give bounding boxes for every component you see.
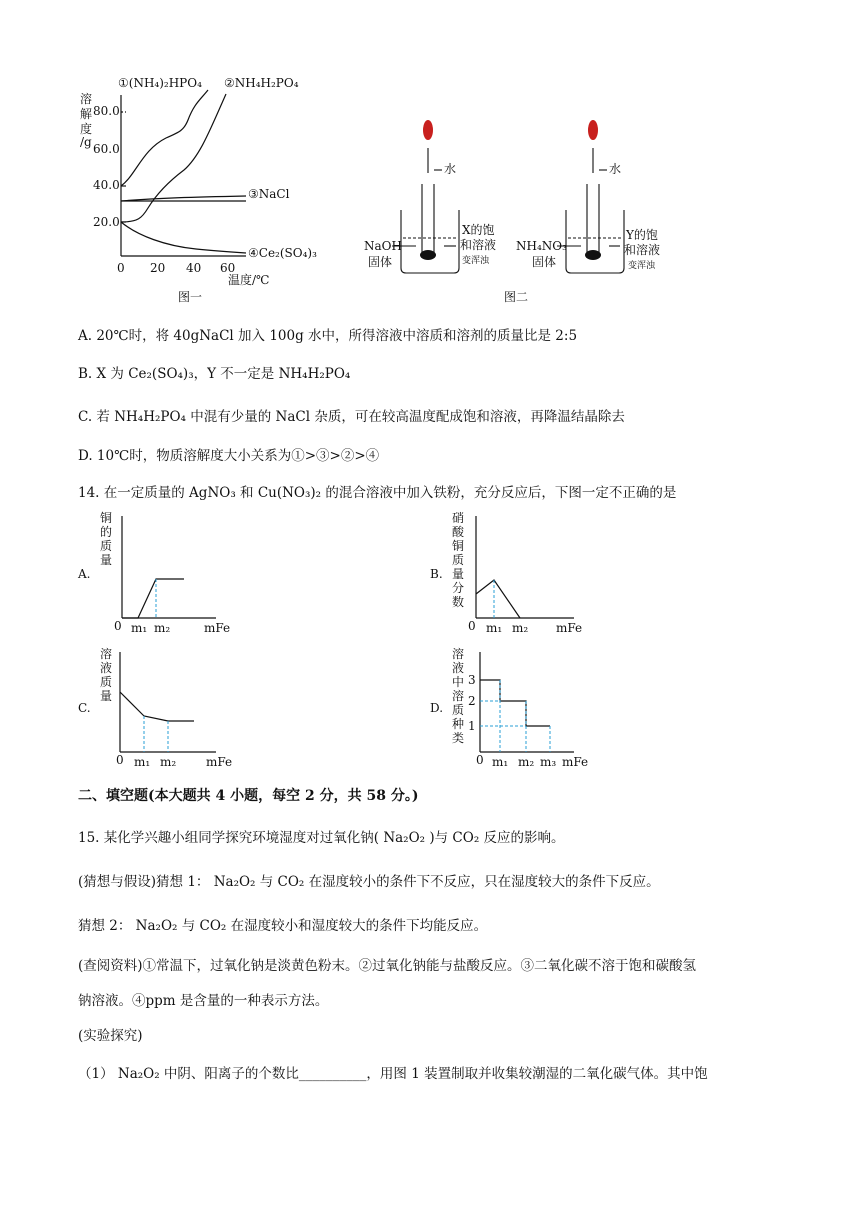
- q14b-x1: m₁: [486, 621, 503, 635]
- right-note: 变浑浊: [628, 261, 656, 271]
- left-solid-2: 固体: [368, 255, 393, 269]
- q14-graph-a: [76, 508, 256, 638]
- q13-option-d: D. 10℃时，物质溶解度大小关系为①>③>②>④: [78, 448, 380, 464]
- beaker-figure: [356, 118, 696, 308]
- left-solution-2: 和溶液: [460, 238, 497, 252]
- q14b-label: B.: [430, 567, 443, 581]
- ylabel-4: /g: [80, 135, 92, 149]
- q14b-ylabel-5: 量: [452, 567, 465, 581]
- q14b-x0: 0: [468, 619, 476, 633]
- xtick-40: 40: [186, 261, 202, 275]
- q14d-y2: 2: [468, 694, 476, 708]
- q15-stem: 15. 某化学兴趣小组同学探究环境湿度对过氧化钠( Na₂O₂ )与 CO₂ 反应的影响。: [78, 830, 565, 846]
- q14d-ylabel-6: 种: [452, 717, 465, 731]
- ylabel-3: 度: [80, 122, 93, 136]
- q14d-ylabel-4: 溶: [452, 689, 465, 703]
- q14c-x3: mFe: [206, 755, 233, 769]
- xtick-60: 60: [220, 261, 236, 275]
- q14d-ylabel-2: 液: [452, 661, 465, 675]
- fig1-caption: 图一: [178, 290, 203, 304]
- q14a-x2: m₂: [154, 621, 171, 635]
- q14b-ylabel-1: 硝: [452, 511, 465, 525]
- q14d-y1: 1: [468, 719, 476, 733]
- curve3-label: ③NaCl: [248, 187, 290, 201]
- ytick-60: 60.0: [93, 142, 120, 156]
- q14d-x2: m₂: [518, 755, 535, 769]
- q15-info-1: (查阅资料)①常温下，过氧化钠是淡黄色粉末。②过氧化钠能与盐酸反应。③二氧化碳不溶于饱和碳酸氢: [78, 958, 697, 974]
- section-2-heading: 二、填空题(本大题共 4 小题，每空 2 分，共 58 分。): [78, 788, 419, 804]
- q14b-ylabel-6: 分: [452, 581, 465, 595]
- q14c-label: C.: [78, 701, 91, 715]
- q14d-ylabel-3: 中: [452, 675, 465, 689]
- q14c-ylabel-1: 溶: [100, 647, 113, 661]
- ytick-80: 80.0: [93, 104, 120, 118]
- right-water: 水: [609, 162, 622, 176]
- left-note: 变浑浊: [462, 256, 490, 266]
- q14d-y3: 3: [468, 673, 476, 687]
- q14d-ylabel-5: 质: [452, 703, 465, 717]
- q14d-x0: 0: [476, 753, 484, 767]
- curve4-label: ④Ce₂(SO₄)₃: [248, 246, 317, 260]
- q14-graph-d: [428, 644, 608, 774]
- left-solution-1: X的饱: [462, 223, 495, 237]
- q14a-x0: 0: [114, 619, 122, 633]
- q14c-ylabel-4: 量: [100, 689, 113, 703]
- q14d-x4: mFe: [562, 755, 589, 769]
- q14b-ylabel-3: 铜: [452, 539, 465, 553]
- ytick-40: 40.0: [93, 178, 120, 192]
- fig2-caption: 图二: [504, 290, 529, 304]
- q15-guess-1: (猜想与假设)猜想 1： Na₂O₂ 与 CO₂ 在湿度较小的条件下不反应，只在湿度较大的条件下反应。: [78, 874, 660, 890]
- right-solid-2: 固体: [532, 255, 557, 269]
- q14b-x2: m₂: [512, 621, 529, 635]
- q14d-ylabel-1: 溶: [452, 647, 465, 661]
- q14-stem: 14. 在一定质量的 AgNO₃ 和 Cu(NO₃)₂ 的混合溶液中加入铁粉，充分反应后，下图一定不正确的是: [78, 485, 677, 501]
- q13-option-b: B. X 为 Ce₂(SO₄)₃，Y 不一定是 NH₄H₂PO₄: [78, 366, 351, 382]
- q14b-ylabel-4: 质: [452, 553, 465, 567]
- q14-graph-b: [428, 508, 608, 638]
- q15-info-2: 钠溶液。④ppm 是含量的一种表示方法。: [78, 993, 329, 1009]
- q14c-ylabel-2: 液: [100, 661, 113, 675]
- left-water: 水: [444, 162, 457, 176]
- q14b-x3: mFe: [556, 621, 583, 635]
- q14d-x3: m₃: [540, 755, 557, 769]
- q15-explore: (实验探究): [78, 1028, 143, 1044]
- q14-graph-c: [76, 644, 256, 774]
- q14c-x0: 0: [116, 753, 124, 767]
- q14a-ylabel-2: 的: [100, 525, 113, 539]
- q14a-label: A.: [78, 567, 91, 581]
- right-solution-1: Y的饱: [626, 228, 658, 242]
- q14a-ylabel-4: 量: [100, 553, 113, 567]
- q14d-x1: m₁: [492, 755, 509, 769]
- q15-guess-2: 猜想 2： Na₂O₂ 与 CO₂ 在湿度较小和湿度较大的条件下均能反应。: [78, 918, 488, 934]
- q14d-label: D.: [430, 701, 444, 715]
- xtick-0: 0: [117, 261, 125, 275]
- q14c-x1: m₁: [134, 755, 151, 769]
- ylabel-2: 解: [80, 107, 93, 121]
- solubility-figure: [76, 70, 336, 306]
- curve2-label: ②NH₄H₂PO₄: [224, 76, 299, 90]
- q14b-ylabel-7: 数: [452, 595, 465, 609]
- q14c-ylabel-3: 质: [100, 675, 113, 689]
- right-solid-1: NH₄NO₃: [516, 239, 567, 253]
- curve1-label: ①(NH₄)₂HPO₄: [118, 76, 202, 90]
- right-solution-2: 和溶液: [624, 243, 661, 257]
- q14b-ylabel-2: 酸: [452, 525, 465, 539]
- q13-option-c: C. 若 NH₄H₂PO₄ 中混有少量的 NaCl 杂质，可在较高温度配成饱和溶液，再降温结晶除去: [78, 409, 625, 425]
- q15-part-1: （1） Na₂O₂ 中阴、阳离子的个数比__________，用图 1 装置制取并收集较潮湿的二氧化碳气体。其中饱: [78, 1066, 708, 1082]
- q14c-x2: m₂: [160, 755, 177, 769]
- q14a-x1: m₁: [131, 621, 148, 635]
- q13-option-a: A. 20℃时，将 40gNaCl 加入 100g 水中，所得溶液中溶质和溶剂的质量比是 2:5: [78, 328, 578, 344]
- xlabel: 温度/℃: [228, 273, 270, 287]
- xtick-20: 20: [150, 261, 166, 275]
- q14a-x3: mFe: [204, 621, 231, 635]
- ylabel-1: 溶: [80, 92, 93, 106]
- q14a-ylabel-3: 质: [100, 539, 113, 553]
- left-solid-1: NaOH: [364, 239, 402, 253]
- ytick-20: 20.0: [93, 215, 120, 229]
- q14d-ylabel-7: 类: [452, 731, 465, 745]
- q14a-ylabel-1: 铜: [100, 511, 113, 525]
